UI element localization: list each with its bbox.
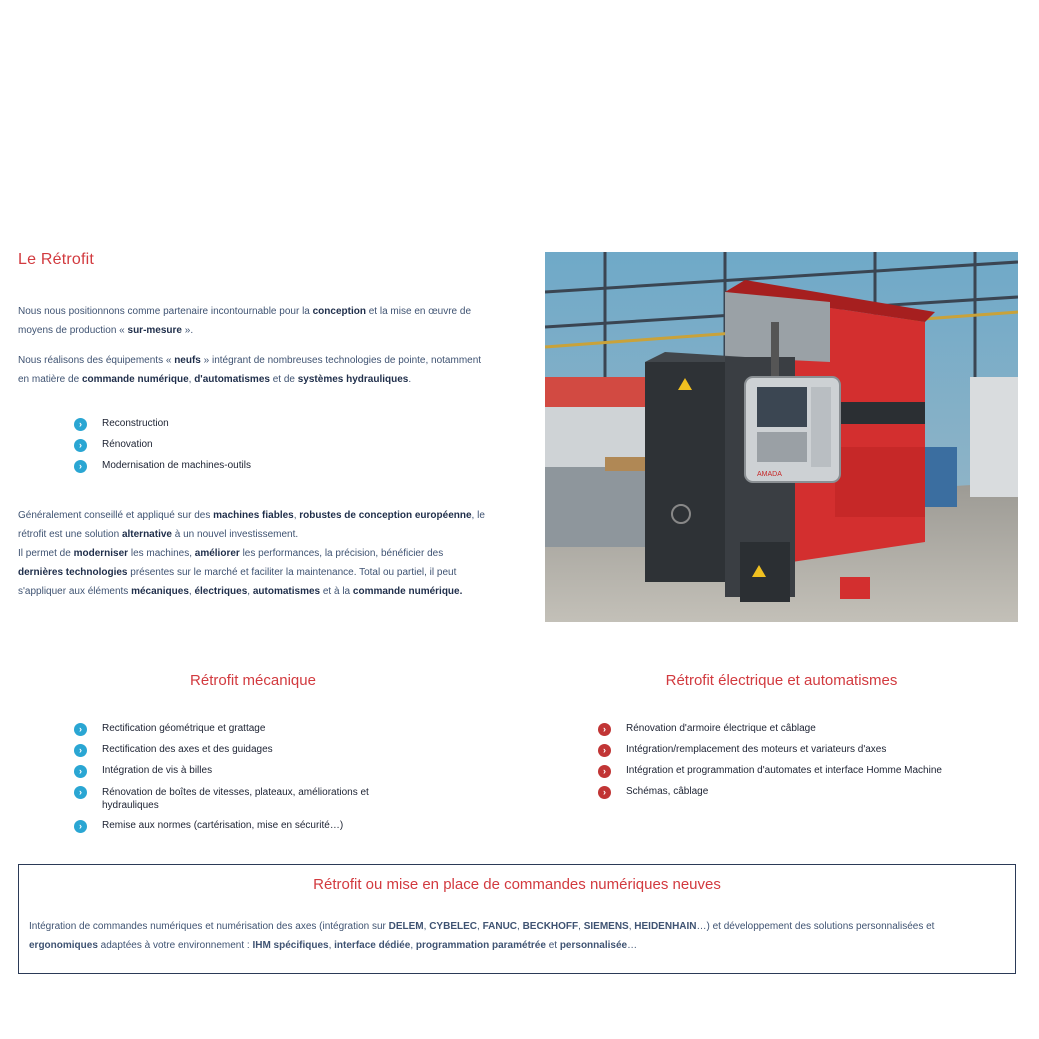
machine-photo bbox=[545, 252, 1018, 622]
chevron-right-circle-icon: › bbox=[74, 723, 87, 736]
emphasis-text: neufs bbox=[174, 355, 201, 366]
emphasis-text: DELEM bbox=[388, 921, 424, 932]
text-run: , bbox=[517, 921, 523, 932]
retrofit-intro-2 bbox=[18, 351, 488, 389]
mecanique-list bbox=[74, 723, 394, 841]
list-item: › Rénovation bbox=[74, 439, 454, 460]
electrique-list bbox=[598, 723, 1018, 807]
emphasis-text: systèmes hydrauliques bbox=[297, 374, 409, 385]
emphasis-text: BECKHOFF bbox=[522, 921, 579, 932]
text-run: , bbox=[410, 940, 416, 951]
text-run: et à la bbox=[320, 586, 353, 597]
chevron-right-circle-icon: › bbox=[74, 765, 87, 778]
retrofit-body bbox=[18, 506, 488, 601]
text-run: à un nouvel investissement. bbox=[171, 529, 299, 540]
cn-title: Rétrofit ou mise en place de commandes numériques neuves bbox=[313, 876, 721, 893]
list-item: › Modernisation de machines-outils bbox=[74, 460, 454, 481]
chevron-right-circle-icon: › bbox=[74, 460, 87, 473]
emphasis-text: dernières technologies bbox=[18, 567, 128, 578]
emphasis-text: commande numérique. bbox=[352, 586, 463, 597]
text-run: Il permet de bbox=[18, 548, 74, 559]
text-run: , bbox=[247, 586, 253, 597]
list-item: › Rénovation d'armoire électrique et câblage bbox=[598, 723, 1018, 744]
press-brake-illustration bbox=[545, 252, 1018, 622]
emphasis-text: robustes de conception européenne bbox=[299, 510, 472, 521]
text-run: , bbox=[188, 374, 195, 385]
text-run: » intégrant de nombreuses technologies de pointe, notamment en matière de bbox=[18, 355, 482, 385]
emphasis-text: ergonomiques bbox=[29, 940, 98, 951]
text-run: les machines, bbox=[128, 548, 195, 559]
emphasis-text: IHM spécifiques bbox=[252, 940, 329, 951]
emphasis-text: interface dédiée bbox=[334, 940, 411, 951]
emphasis-text: d'automatismes bbox=[194, 374, 270, 385]
text-run: , bbox=[293, 510, 300, 521]
list-item: › Reconstruction bbox=[74, 418, 454, 439]
emphasis-text: améliorer bbox=[194, 548, 240, 559]
chevron-right-circle-icon: › bbox=[74, 744, 87, 757]
emphasis-text: moderniser bbox=[73, 548, 129, 559]
text-run: ». bbox=[181, 325, 194, 336]
emphasis-text: automatismes bbox=[252, 586, 321, 597]
emphasis-text: conception bbox=[312, 306, 366, 317]
list-item: › Rectification géométrique et grattage bbox=[74, 723, 394, 744]
emphasis-text: machines fiables bbox=[213, 510, 294, 521]
text-run: , bbox=[328, 940, 335, 951]
emphasis-text: SIEMENS bbox=[583, 921, 629, 932]
text-run: les performances, la précision, bénéficier des bbox=[239, 548, 444, 559]
text-run: Intégration de commandes numériques et numérisation des axes (intégration sur bbox=[29, 921, 389, 932]
retrofit-list bbox=[74, 418, 454, 481]
text-run: , bbox=[423, 921, 430, 932]
text-run: et bbox=[545, 940, 560, 951]
list-item: › Schémas, câblage bbox=[598, 786, 1018, 807]
emphasis-text: FANUC bbox=[482, 921, 518, 932]
chevron-right-circle-icon: › bbox=[598, 723, 611, 736]
text-run: , bbox=[578, 921, 584, 932]
text-run: Nous nous positionnons comme partenaire incontournable pour la bbox=[18, 306, 313, 317]
emphasis-text: alternative bbox=[121, 529, 172, 540]
text-run: présentes sur le marché et faciliter la maintenance. Total ou partiel, il peut s'appliquer aux éléments bbox=[18, 567, 457, 597]
chevron-right-circle-icon: › bbox=[74, 439, 87, 452]
mecanique-title: Rétrofit mécanique bbox=[190, 672, 316, 689]
chevron-right-circle-icon: › bbox=[74, 418, 87, 431]
emphasis-text: sur-mesure bbox=[127, 325, 182, 336]
panel-brand-label: AMADA bbox=[757, 471, 782, 478]
cn-body bbox=[29, 917, 1005, 955]
emphasis-text: électriques bbox=[194, 586, 248, 597]
retrofit-title: Le Rétrofit bbox=[18, 251, 95, 268]
text-run: et de bbox=[269, 374, 298, 385]
text-run: adaptées à votre environnement : bbox=[97, 940, 253, 951]
text-run: , le rétrofit est une solution bbox=[18, 510, 485, 540]
chevron-right-circle-icon: › bbox=[598, 765, 611, 778]
emphasis-text: HEIDENHAIN bbox=[634, 921, 697, 932]
emphasis-text: programmation paramétrée bbox=[415, 940, 546, 951]
text-run: , bbox=[477, 921, 483, 932]
text-run: , bbox=[188, 586, 195, 597]
emphasis-text: personnalisée bbox=[559, 940, 628, 951]
emphasis-text: commande numérique bbox=[81, 374, 189, 385]
text-run: …) et développement des solutions personnalisées et bbox=[696, 921, 935, 932]
text-run: . bbox=[408, 374, 412, 385]
chevron-right-circle-icon: › bbox=[74, 820, 87, 833]
text-run: Nous réalisons des équipements « bbox=[18, 355, 175, 366]
cn-box bbox=[18, 864, 1016, 974]
list-item: › Intégration et programmation d'automates et interface Homme Machine bbox=[598, 765, 1018, 786]
retrofit-intro-1 bbox=[18, 302, 488, 340]
chevron-right-circle-icon: › bbox=[598, 744, 611, 757]
emphasis-text: CYBELEC bbox=[429, 921, 477, 932]
list-item: › Intégration/remplacement des moteurs et variateurs d'axes bbox=[598, 744, 1018, 765]
text-run: et la mise en œuvre de moyens de production « bbox=[18, 306, 472, 336]
list-item: › Remise aux normes (cartérisation, mise en sécurité…) bbox=[74, 820, 394, 841]
electrique-title: Rétrofit électrique et automatismes bbox=[665, 672, 898, 689]
list-item: › Intégration de vis à billes bbox=[74, 765, 394, 786]
chevron-right-circle-icon: › bbox=[74, 786, 87, 799]
text-run: , bbox=[628, 921, 635, 932]
text-run: Généralement conseillé et appliqué sur des bbox=[18, 510, 214, 521]
list-item: › Rénovation de boîtes de vitesses, plateaux, améliorations et hydrauliques bbox=[74, 786, 394, 820]
chevron-right-circle-icon: › bbox=[598, 786, 611, 799]
emphasis-text: mécaniques bbox=[131, 586, 189, 597]
list-item: › Rectification des axes et des guidages bbox=[74, 744, 394, 765]
text-run: … bbox=[627, 940, 638, 951]
